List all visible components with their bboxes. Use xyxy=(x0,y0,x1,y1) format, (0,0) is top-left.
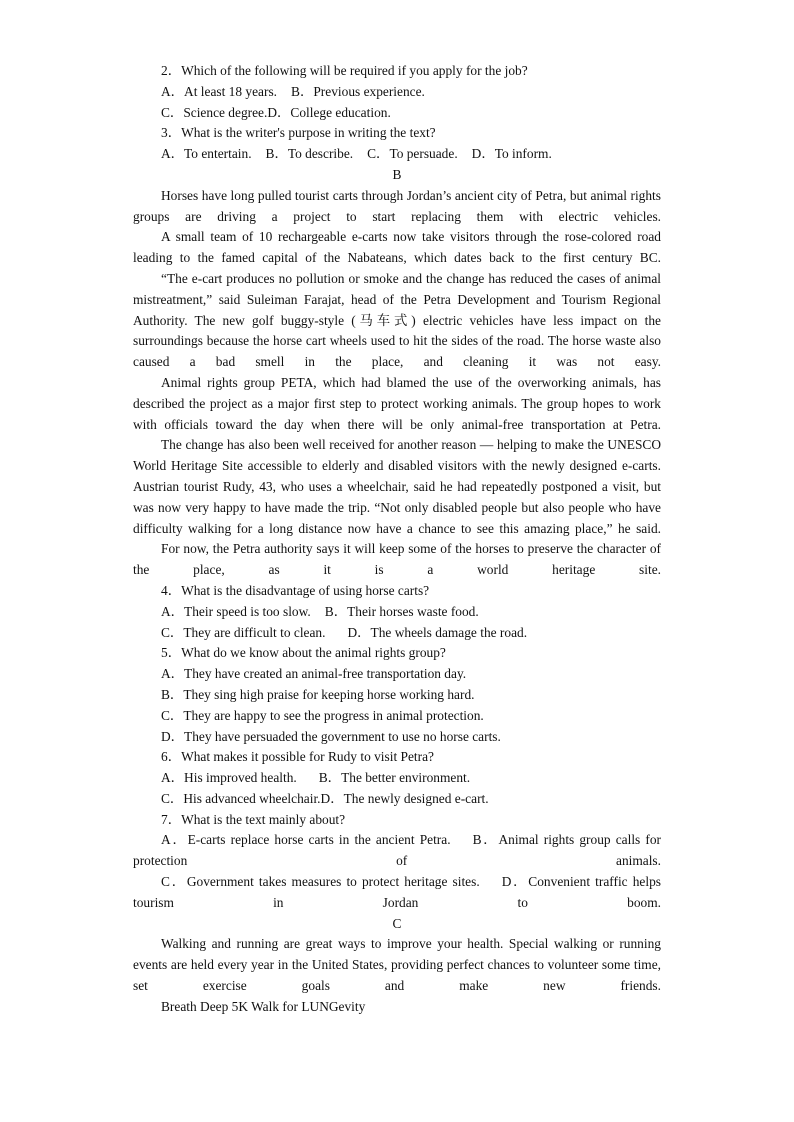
question-5-option-a: A．They have created an animal-free transportation day. xyxy=(161,666,467,682)
question-7-options-cd: C．Government takes measures to protect heritage sites. D．Convenient traffic helps tourism in Jordan to boom. xyxy=(133,874,661,910)
question-6-option-c: C．His advanced wheelchair. xyxy=(161,790,321,806)
passage-b-paragraph-2: A small team of 10 rechargeable e-carts now take visitors through the rose-colored road leading to the famed capital of the Nabateans, which dates back to the first century BC. xyxy=(133,229,661,266)
question-6-options-cd xyxy=(133,789,661,810)
question-2-options-cd xyxy=(133,103,661,124)
question-4-option-a: A．Their speed is too slow. xyxy=(161,603,311,619)
document-content xyxy=(133,61,661,1018)
passage-c-event-title: Breath Deep 5K Walk for LUNGevity xyxy=(161,998,366,1014)
passage-b-paragraph-1: Horses have long pulled tourist carts through Jordan’s ancient city of Petra, but animal rights groups are driving a project to start replacing them with electric vehicles. xyxy=(133,187,661,224)
question-6-option-b: B．The better environment. xyxy=(318,770,471,786)
question-5-option-d: D．They have persuaded the government to use no horse carts. xyxy=(161,728,501,744)
section-b-heading: B xyxy=(392,166,402,182)
question-7-stem: 7．What is the text mainly about? xyxy=(161,811,346,827)
question-3-option-c: C．To persuade. xyxy=(367,146,458,162)
question-3-option-a: A．To entertain. xyxy=(161,146,252,162)
question-2-option-d: D．College education. xyxy=(267,104,391,120)
question-5-option-c: C．They are happy to see the progress in animal protection. xyxy=(161,707,484,723)
question-4-option-b: B．Their horses waste food. xyxy=(324,603,479,619)
question-3-stem: 3．What is the writer's purpose in writing the text? xyxy=(161,125,436,141)
question-4-stem: 4．What is the disadvantage of using horse carts? xyxy=(161,582,430,598)
question-2-option-a: A．At least 18 years. xyxy=(161,83,278,99)
question-3-options xyxy=(133,144,661,165)
question-6-options-ab xyxy=(133,768,661,789)
passage-b-paragraph-3: “The e-cart produces no pollution or smoke and the change has reduced the cases of animal mistreatment,” said Suleiman Farajat, head of the Petra Development and Tourism Regional Authority. The new golf buggy-style (马车式) electric vehicles have less impact on the surroundings because the horse cart wheels used to hit the sides of the road. The horse waste also caused a bad smell in the place, and cleaning it was not easy. xyxy=(133,270,661,370)
passage-c-paragraph-1: Walking and running are great ways to improve your health. Special walking or running events are held every year in the United States, providing perfect chances to volunteer some time, set exercise goals and make new friends. xyxy=(133,936,661,994)
question-7-options-ab: A．E-carts replace horse carts in the ancient Petra. B．Animal rights group calls for protection of animals. xyxy=(133,832,661,869)
question-6-option-a: A．His improved health. xyxy=(161,770,297,786)
question-4-option-c: C．They are difficult to clean. xyxy=(161,624,326,640)
question-4-option-d: D．The wheels damage the road. xyxy=(347,624,528,640)
passage-b-paragraph-5: The change has also been well received for another reason — helping to make the UNESCO World Heritage Site accessible to elderly and disabled visitors with the newly designed e-carts. Austrian tourist Rudy, 43, who uses a wheelchair, said he had repeatedly postponed a visit, but was now very happy to have made the trip. “Not only disabled people but also people who have difficulty walking for a long distance now have a chance to see this amazing place,” he said. xyxy=(133,437,661,536)
question-6-stem: 6．What makes it possible for Rudy to visit Petra? xyxy=(161,749,434,765)
question-5-stem: 5．What do we know about the animal rights group? xyxy=(161,645,446,661)
passage-b-paragraph-4: Animal rights group PETA, which had blamed the use of the overworking animals, has described the project as a major first step to protect working animals. The group hopes to work with officials toward the day when there will be only animal-free transportation at Petra. xyxy=(133,374,661,432)
question-4-options-ab xyxy=(133,602,661,623)
question-5-option-b: B．They sing high praise for keeping horse working hard. xyxy=(161,686,475,702)
passage-b-paragraph-6: For now, the Petra authority says it will keep some of the horses to preserve the character of the place, as it is a world heritage site. xyxy=(133,541,661,578)
question-3-option-b: B．To describe. xyxy=(265,146,354,162)
question-6-option-d: D．The newly designed e-cart. xyxy=(320,790,489,806)
question-3-option-d: D．To inform. xyxy=(471,146,552,162)
question-2-option-c: C．Science degree. xyxy=(161,104,268,120)
question-4-options-cd xyxy=(133,623,661,644)
section-c-heading: C xyxy=(392,915,402,931)
question-2-option-b: B．Previous experience. xyxy=(291,83,425,99)
question-2-options-ab xyxy=(133,82,661,103)
question-2-stem: 2．Which of the following will be required if you apply for the job? xyxy=(161,63,528,78)
